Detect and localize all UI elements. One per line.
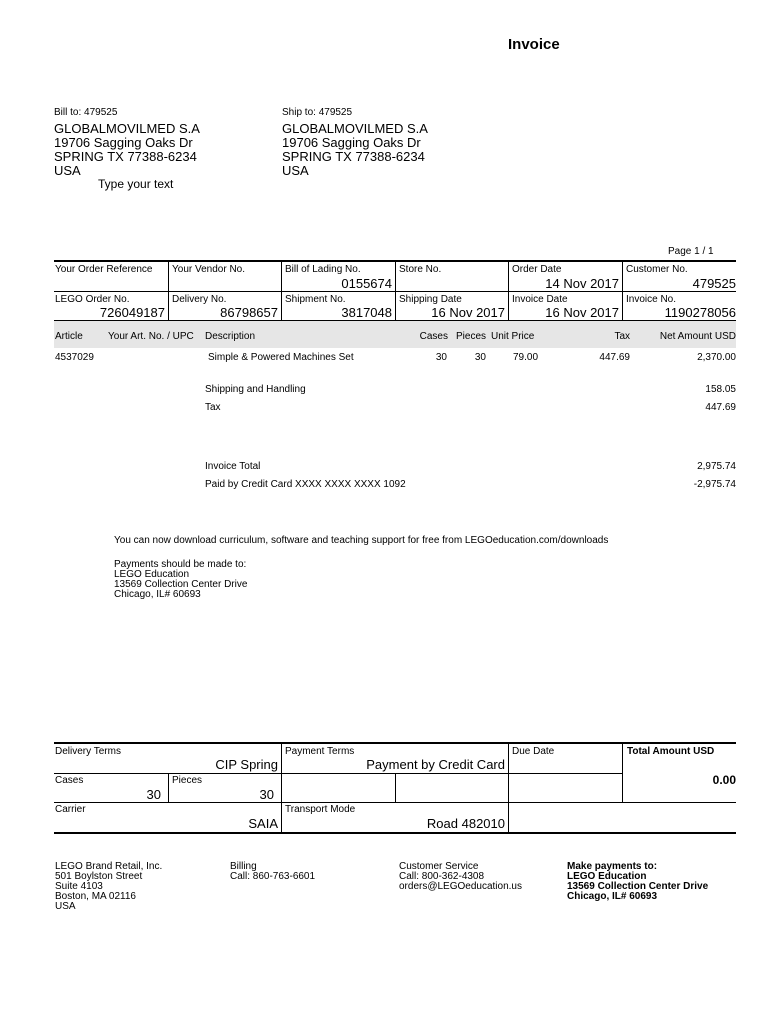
footer-line: Call: 800-362-4308	[399, 871, 485, 882]
payments-note-line: LEGO Education	[114, 569, 190, 580]
col-article: Article	[55, 331, 83, 342]
payment-terms-label: Payment Terms	[285, 746, 355, 757]
due-date-label: Due Date	[512, 746, 555, 757]
order-date-value: 14 Nov 2017	[545, 276, 619, 291]
header-label: Store No.	[399, 264, 442, 275]
bill-to-street: 19706 Sagging Oaks Dr	[54, 135, 193, 150]
header-label: Order Date	[512, 264, 562, 275]
transport-mode-label: Transport Mode	[285, 804, 356, 815]
charge-amount: 158.05	[705, 384, 736, 395]
header-divider	[168, 261, 169, 320]
header-label: Your Order Reference	[55, 264, 153, 275]
footer-line: Call: 860-763-6601	[230, 871, 316, 882]
header-divider	[508, 261, 509, 320]
page-number: Page 1 / 1	[668, 246, 714, 257]
delivery-terms-value: CIP Spring	[215, 757, 278, 772]
summary-divider	[622, 743, 623, 802]
item-article: 4537029	[55, 352, 94, 363]
ship-to-name: GLOBALMOVILMED S.A	[282, 121, 428, 136]
footer-line: USA	[55, 901, 76, 912]
header-label: Invoice Date	[512, 294, 568, 305]
invoice-no-value: 1190278056	[664, 305, 736, 320]
col-upc: Your Art. No. / UPC	[108, 331, 194, 342]
payments-note-line: Payments should be made to:	[114, 559, 247, 570]
header-label: Shipping Date	[399, 294, 462, 305]
carrier-label: Carrier	[55, 804, 86, 815]
item-cases: 30	[435, 352, 447, 363]
col-net-amount: Net Amount USD	[659, 331, 736, 342]
summary-rule	[54, 773, 622, 774]
footer-line: Boston, MA 02116	[55, 891, 136, 902]
download-note: You can now download curriculum, software and teaching support for free from LEGOeducation.com/downloads	[114, 535, 609, 546]
payments-note	[114, 560, 247, 600]
header-label: Delivery No.	[172, 294, 227, 305]
ship-to-country: USA	[282, 163, 309, 178]
item-unit-price: 79.00	[513, 352, 539, 363]
invoice-total-label: Invoice Total	[205, 461, 261, 472]
lego-order-no-value: 726049187	[99, 305, 165, 320]
delivery-no-value: 86798657	[220, 305, 278, 320]
item-description: Simple & Powered Machines Set	[208, 352, 354, 363]
footer-payments	[567, 862, 708, 902]
footer-line: Make payments to:	[567, 861, 658, 872]
header-divider	[622, 261, 623, 320]
paid-by-card-label: Paid by Credit Card XXXX XXXX XXXX 1092	[205, 479, 406, 490]
header-label: Bill of Lading No.	[285, 264, 361, 275]
cases-label: Cases	[55, 775, 84, 786]
header-label: Your Vendor No.	[172, 264, 246, 275]
footer-line: Customer Service	[399, 861, 479, 872]
total-amount-label: Total Amount USD	[627, 746, 715, 757]
bill-to-name: GLOBALMOVILMED S.A	[54, 121, 200, 136]
col-unit-price: Unit Price	[491, 331, 535, 342]
total-amount-value: 0.00	[712, 773, 736, 787]
footer-line: 13569 Collection Center Drive	[567, 881, 709, 892]
item-net-amount: 2,370.00	[697, 352, 736, 363]
header-divider	[281, 261, 282, 320]
footer-line: Chicago, IL# 60693	[567, 891, 658, 902]
bill-to-country: USA	[54, 163, 81, 178]
invoice-date-value: 16 Nov 2017	[545, 305, 619, 320]
summary-divider	[508, 743, 509, 773]
charge-amount: 447.69	[705, 402, 736, 413]
footer-line: Billing	[230, 861, 257, 872]
ship-to-label: Ship to: 479525	[282, 107, 353, 118]
footer-line: LEGO Brand Retail, Inc.	[55, 861, 163, 872]
summary-divider	[508, 803, 509, 832]
invoice-title: Invoice	[508, 36, 560, 53]
transport-mode-value: Road 482010	[426, 816, 505, 831]
summary-divider	[508, 774, 509, 802]
item-pieces: 30	[474, 352, 486, 363]
summary-rule	[54, 802, 736, 803]
paid-by-card-amount: -2,975.74	[693, 479, 736, 490]
footer-line: Suite 4103	[55, 881, 103, 892]
shipment-no-value: 3817048	[341, 305, 392, 320]
summary-bottom-rule	[54, 832, 736, 834]
customer-no-value: 479525	[692, 276, 736, 291]
bill-to-city: SPRING TX 77388-6234	[54, 149, 197, 164]
summary-divider	[168, 774, 169, 802]
delivery-terms-label: Delivery Terms	[55, 746, 121, 757]
item-tax: 447.69	[599, 352, 630, 363]
summary-divider	[395, 774, 396, 802]
header-label: LEGO Order No.	[55, 294, 130, 305]
ship-to-street: 19706 Sagging Oaks Dr	[282, 135, 421, 150]
payments-note-line: 13569 Collection Center Drive	[114, 579, 248, 590]
bill-to-label: Bill to: 479525	[54, 107, 118, 118]
ship-to-block	[282, 106, 428, 178]
shipping-date-value: 16 Nov 2017	[431, 305, 505, 320]
summary-divider	[281, 774, 282, 802]
footer-company	[55, 862, 162, 912]
summary-divider	[281, 743, 282, 773]
pieces-label: Pieces	[172, 775, 203, 786]
payment-terms-value: Payment by Credit Card	[366, 757, 505, 772]
header-divider	[395, 261, 396, 320]
charge-label: Shipping and Handling	[205, 384, 306, 395]
footer-email-link[interactable]: orders@LEGOeducation.us	[399, 881, 522, 892]
header-label: Invoice No.	[626, 294, 677, 305]
footer-billing	[230, 862, 315, 882]
payments-note-line: Chicago, IL# 60693	[114, 589, 201, 600]
pieces-value: 30	[259, 787, 274, 802]
bill-of-lading-value: 0155674	[341, 276, 392, 291]
bill-to-block	[54, 106, 200, 178]
cases-value: 30	[146, 787, 161, 802]
footer-service	[399, 862, 522, 892]
ship-to-city: SPRING TX 77388-6234	[282, 149, 425, 164]
invoice-total-amount: 2,975.74	[697, 461, 736, 472]
placeholder-text[interactable]: Type your text	[98, 177, 174, 191]
header-label: Customer No.	[626, 264, 688, 275]
header-label: Shipment No.	[285, 294, 346, 305]
col-description: Description	[205, 331, 256, 342]
charge-label: Tax	[205, 402, 221, 413]
summary-divider	[281, 803, 282, 832]
footer-line: LEGO Education	[567, 871, 647, 882]
summary-top-rule	[54, 742, 736, 744]
col-cases: Cases	[419, 331, 448, 342]
col-tax: Tax	[614, 331, 630, 342]
col-pieces: Pieces	[456, 331, 487, 342]
footer-line: 501 Boylston Street	[55, 871, 143, 882]
carrier-value: SAIA	[248, 816, 278, 831]
